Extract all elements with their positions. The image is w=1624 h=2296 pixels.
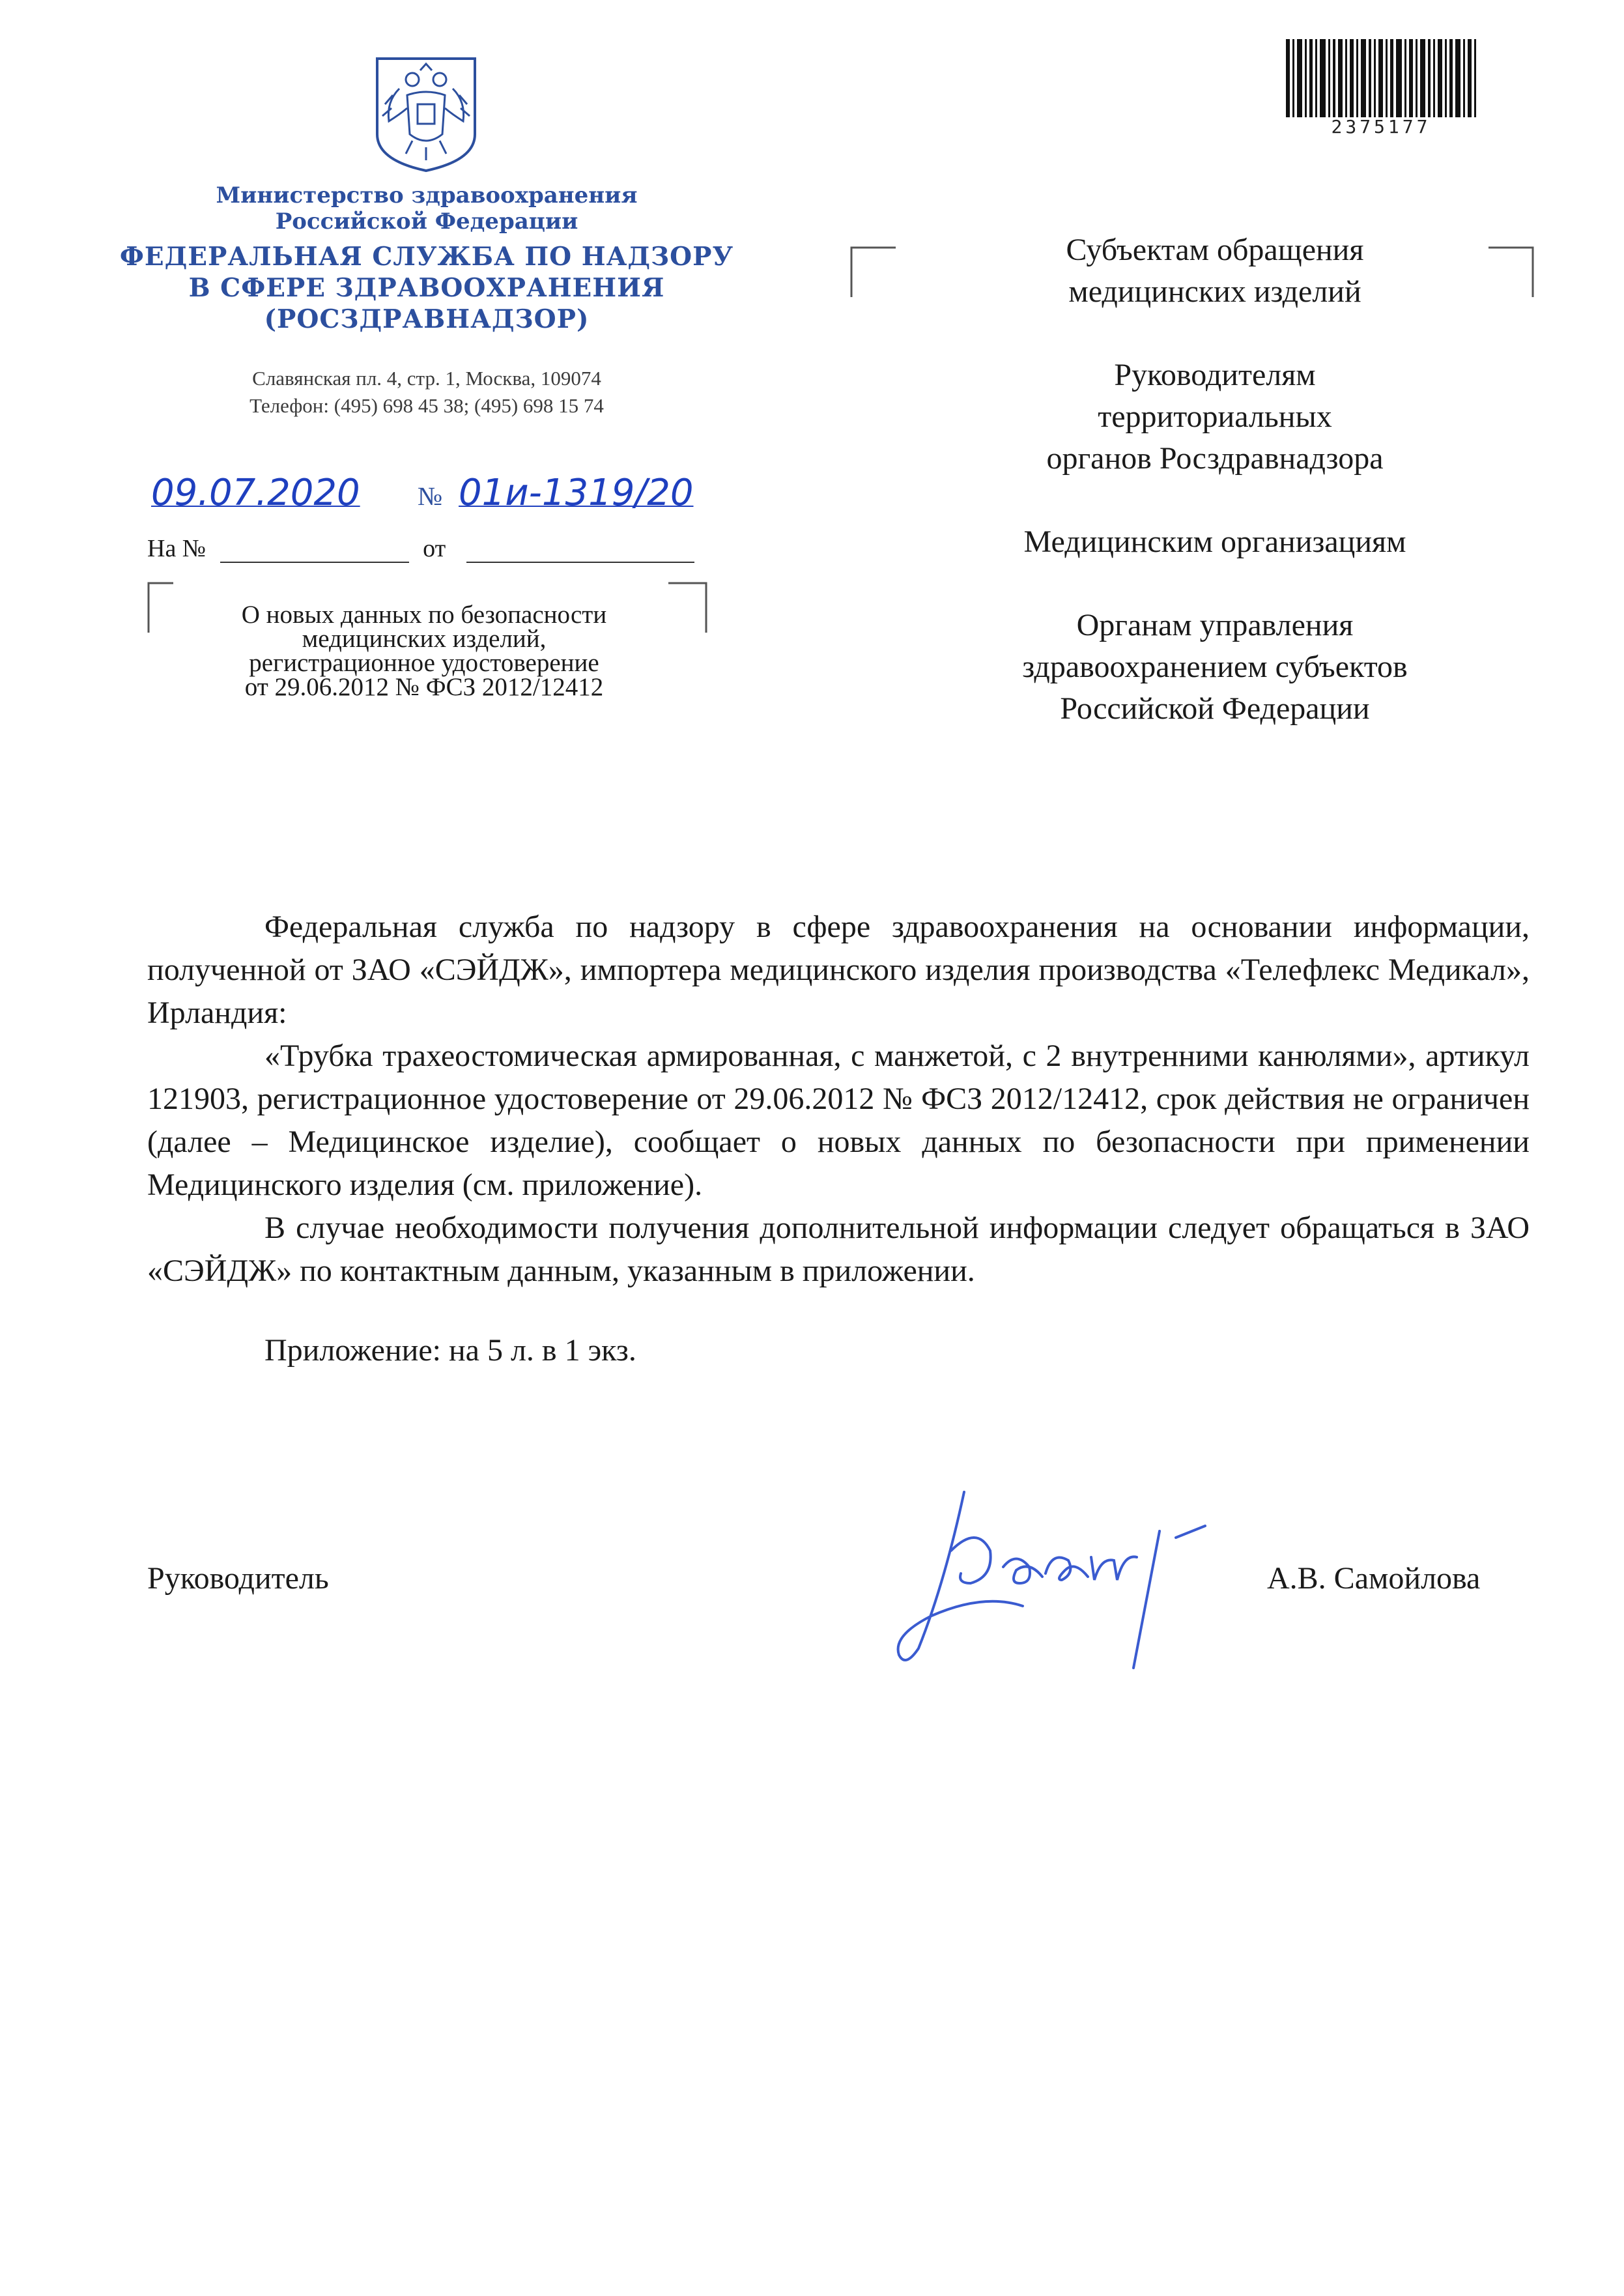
barcode <box>1283 39 1479 124</box>
addressee-line: Органам управления <box>1076 608 1354 642</box>
body-paragraph-3: В случае необходимости получения дополнительной информации следует обращаться в ЗАО «СЭЙДЖ» по контактным данным, указанным в приложении. <box>147 1211 1530 1288</box>
attachment-note: Приложение: на 5 л. в 1 экз. <box>264 1333 636 1368</box>
service-name-line1: ФЕДЕРАЛЬНАЯ СЛУЖБА ПО НАДЗОРУ <box>119 242 734 272</box>
subject-line3: регистрационное удостоверение <box>249 649 599 677</box>
addressee-line: медицинских изделий <box>1068 274 1361 309</box>
registration-date: 09.07.2020 <box>151 472 360 514</box>
addressee-line: Руководителям <box>1114 358 1316 392</box>
reference-number-label: На № <box>147 535 207 562</box>
reference-date-label: от <box>423 535 446 562</box>
addressee-line: Медицинским организациям <box>1023 524 1406 559</box>
registration-line <box>147 469 799 534</box>
addressee-group <box>912 521 1518 563</box>
reference-line <box>147 534 694 563</box>
body-paragraph-2: «Трубка трахеостомическая армированная, с манжетой, с 2 внутренними канюлями», артикул 121903, регистрационное удостоверение от 29.06.2012 № ФСЗ 2012/12412, срок действия не ограничен (далее – Медицинское изделие), сообщает о новых данных по безопасности при применении Медицинского изделия (см. приложение). <box>147 1039 1530 1202</box>
registration-number-sign: № <box>418 481 443 511</box>
addressee-block <box>912 229 1518 771</box>
phone-line: Телефон: (495) 698 45 38; (495) 698 15 74 <box>249 394 604 417</box>
ministry-name-line2: Российской Федерации <box>275 208 578 235</box>
address-line1: Славянская пл. 4, стр. 1, Москва, 109074 <box>252 367 601 390</box>
signatory-name: А.В. Самойлова <box>1267 1561 1481 1596</box>
signatory-title: Руководитель <box>147 1561 329 1596</box>
subject-line1: О новых данных по безопасности <box>241 601 607 629</box>
handwritten-signature-icon <box>879 1453 1244 1674</box>
coat-of-arms-emblem-icon <box>373 56 479 173</box>
body-paragraph-1: Федеральная служба по надзору в сфере здравоохранения на основании информации, полученной от ЗАО «СЭЙДЖ», импортера медицинского изделия производства «Телефлекс Медикал», Ирландия: <box>147 910 1530 1030</box>
org-header <box>111 182 743 420</box>
reference-number-blank <box>220 562 409 563</box>
subject-line4: от 29.06.2012 № ФСЗ 2012/12412 <box>244 673 604 701</box>
subject-line2: медицинских изделий, <box>302 625 547 653</box>
addressee-line: органов Росздравнадзора <box>1046 441 1384 476</box>
addressee-line: территориальных <box>1098 399 1332 434</box>
addressee-line: Субъектам обращения <box>1066 233 1364 267</box>
addressee-group <box>912 229 1518 313</box>
addressee-line: здравоохранением субъектов <box>1022 650 1408 684</box>
barcode-number: 2375177 <box>1331 116 1431 137</box>
addressee-line: Российской Федерации <box>1060 691 1370 726</box>
registration-number: 01и-1319/20 <box>459 472 694 514</box>
addressee-group <box>912 354 1518 480</box>
addressee-group <box>912 605 1518 730</box>
service-name-line2: В СФЕРЕ ЗДРАВООХРАНЕНИЯ <box>188 273 665 303</box>
letter-subject <box>147 603 701 699</box>
letter-body <box>147 906 1530 1372</box>
reference-date-blank <box>466 562 694 563</box>
ministry-name-line1: Министерство здравоохранения <box>216 182 638 208</box>
service-name-line3: (РОСЗДРАВНАДЗОР) <box>264 304 590 334</box>
